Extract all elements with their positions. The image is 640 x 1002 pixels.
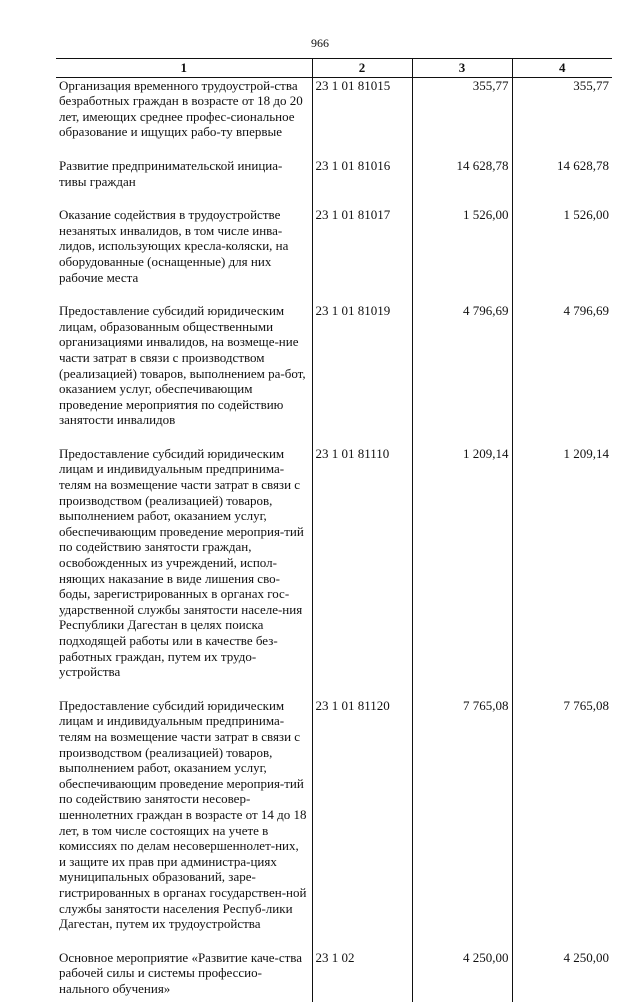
table-row (56, 303, 612, 446)
row-name: Развитие предпринимательской инициа-тивы граждан (59, 157, 283, 189)
row-code: 23 1 02 (312, 950, 412, 1002)
table-row (56, 698, 612, 950)
column-header-1: 1 (56, 59, 312, 78)
row-value-3: 1 526,00 (412, 207, 512, 303)
column-header-2: 2 (312, 59, 412, 78)
row-value-3: 14 628,78 (412, 158, 512, 207)
row-value-4: 355,77 (512, 77, 612, 158)
row-value-4: 4 250,00 (512, 950, 612, 1002)
row-value-4: 14 628,78 (512, 158, 612, 207)
row-code: 23 1 01 81019 (312, 303, 412, 446)
row-value-3: 4 250,00 (412, 950, 512, 1002)
row-code: 23 1 01 81120 (312, 698, 412, 950)
table-row (56, 950, 612, 1002)
row-code: 23 1 01 81015 (312, 77, 412, 158)
row-value-3: 1 209,14 (412, 446, 512, 698)
header-row (56, 59, 612, 78)
budget-table (56, 58, 612, 1002)
row-value-4: 1 526,00 (512, 207, 612, 303)
column-header-4: 4 (512, 59, 612, 78)
table-header (56, 59, 612, 78)
row-name: Оказание содействия в трудоустройстве незанятых инвалидов, в том числе инва-лидов, использующих кресла-коляски, на оборудованные (оснащенные) для них рабочие места (59, 207, 289, 285)
row-code: 23 1 01 81016 (312, 158, 412, 207)
table-row (56, 158, 612, 207)
row-name: Предоставление субсидий юридическим лицам и индивидуальным предпринима-телям на возмещение части затрат в связи с производством (реализацией) товаров, выполнением работ, оказанием услуг, обеспечивающим проведение мероприя-тий по содействию занятости граждан, освобожденных из учреждений, испол-няющих наказание в виде лишения сво-боды, зарегистрированных в органах гос-ударственной службы занятости населе-ния Республики Дагестан в целях поиска подходящей работы или в качестве без-работных граждан, путем их трудо-устройства (59, 445, 304, 680)
table-body (56, 77, 612, 1002)
row-value-3: 355,77 (412, 77, 512, 158)
row-name: Основное мероприятие «Развитие каче-ства рабочей силы и системы профессио-нального обучения» (59, 949, 303, 996)
row-value-3: 4 796,69 (412, 303, 512, 446)
table-row (56, 207, 612, 303)
row-value-4: 4 796,69 (512, 303, 612, 446)
row-value-4: 7 765,08 (512, 698, 612, 950)
row-name: Предоставление субсидий юридическим лицам, образованным общественными организациями инвалидов, на возмеще-ние части затрат в связи с производством (реализацией) товаров, выполнением ра-бот, оказанием услуг, обеспечивающим проведение мероприятия по содействию занятости инвалидов (59, 303, 306, 428)
page-number: 966 (311, 36, 329, 50)
row-value-3: 7 765,08 (412, 698, 512, 950)
row-code: 23 1 01 81110 (312, 446, 412, 698)
column-header-3: 3 (412, 59, 512, 78)
table-row (56, 77, 612, 158)
row-name: Предоставление субсидий юридическим лицам и индивидуальным предпринима-телям на возмещение части затрат в связи с производством (реализацией) товаров, выполнением работ, оказанием услуг, обеспечивающим проведение мероприя-тий по содействию занятости несовер-шеннолетних граждан в возрасте от 14 до 18 лет, в том числе состоящих на учете в комиссиях по делам несовершеннолет-них, и защите их прав при администра-циях муниципальных образований, заре-гистрированных в органах государствен-ной службы занятости населения Респуб-лики Дагестан, путем их трудоустройства (59, 697, 307, 932)
row-code: 23 1 01 81017 (312, 207, 412, 303)
table-row (56, 446, 612, 698)
row-name: Организация временного трудоустрой-ства безработных граждан в возрасте от 18 до 20 лет, имеющих среднее профес-сиональное образование и ищущих рабо-ту впервые (59, 77, 303, 140)
row-value-4: 1 209,14 (512, 446, 612, 698)
